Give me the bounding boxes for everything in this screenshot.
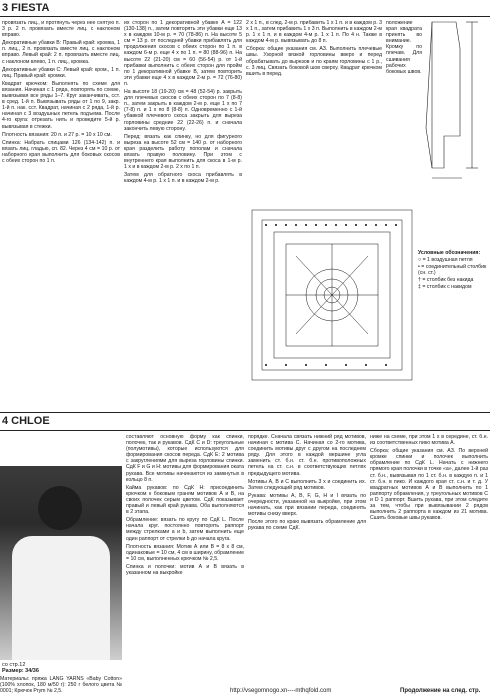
legend-text: ○ = 1 воздушная петля (418, 257, 473, 263)
section-divider-middle (0, 412, 490, 413)
paragraph: Перед: вязать как спинку, но для фигурного выреза на высоте 52 см = 140 р. от наборного края разделить работу пополам и сначала вязать правую половину. При этом с внутреннего края выполнить для скоса в 1-м р. 1 x и в каждом 2-м р. 2 x по 1 п. (124, 133, 242, 171)
paragraph: провязать лиц., и протянуть через нее снятую п. 3 р. 2 п. провязать вместе лиц. с наклоном вправо. (2, 20, 120, 39)
fiesta-text-column-2 (124, 20, 242, 410)
section-divider-lower (0, 430, 490, 431)
crochet-square-chart (246, 200, 416, 400)
paragraph: Сборка: общие указания см. АЗ. По верхней кромке спинки и полочек выполнить обрамление по СдК L. Начать с нижнего прямого края полочки в точке «а», далее 1-й раз ст. б.н., вывязывая по 1 ст. б.н. в каждую п. и 1 ст. б.н. в пико. И каждого края ст. с.н. и т. д. У квадратных мотивов А и В выполнить по 1 раппорту обрамления, у треугольных мотивов С и D 1 раппорт. Вшить рукава, при этом следите за тем, чтобы при вывязывании 2 рядов выполнить 2 раппорта в каждом из 21 мотива. Сшить боковые швы рукавов. (370, 448, 488, 522)
paragraph: Обрамление: вязать по кругу по СдК L. После начала круг. постоянно повторять раппорт между стрелками а и b, затем выполнить еще один раппорт от стрелки b до начала круга. (126, 517, 244, 542)
fiesta-text-column-3 (246, 20, 382, 200)
paragraph: Декоративные убавки С: Левый край: кром., 1 п. лиц. Правый край: кромки. (2, 66, 120, 79)
paragraph: Рукава: мотивы А, В, F, G, H и I вязать по очередности, указанной на выкройке, при этом начинать, как при вязании переда, соединять мотивы снизу вверх. (248, 492, 366, 518)
legend-text: ‡ = столбик с накидом (418, 284, 472, 290)
paragraph: После этого по краю вывязать обрамление для рукава по схеме СдК. (248, 519, 366, 532)
paragraph: 2 x 1 п., в след. 2-м р. прибавить 1 x 1 п. и в каждом р. 3 x 1 п., затем прибавить 1 x 3 п. Выполнить в каждом 2-м р. 1 x 1 п. и в каждом 4-м р. 1 x 1 п. По 4 н. Также в каждом 4-м р. вывязывать до 8 п. (246, 20, 382, 45)
section-divider-top (0, 16, 490, 17)
chloe-text-column-a (0, 676, 122, 700)
paragraph: Кайма рукавов: по СдК Н: присоединить крючком к боковым граням мотивов А и В, на своих полочек серым цветом. СдК показывает правый и левый край рукава. Оба выполняются в 2 этапа. (126, 484, 244, 516)
section-title-chloe: 4 CHLOE (2, 415, 50, 427)
legend-item (418, 257, 488, 263)
caption-size: Размер: 34/36 (2, 668, 39, 675)
paragraph: Материалы: пряжа LANG YARNS «Baby Cotton» (100% хлопок, 180 м/50 г): 250 г белого цвета № 0001; Крючок Prym № 2,5. (0, 676, 122, 695)
section-title-fiesta: 3 FIESTA (2, 2, 50, 14)
chloe-text-column-2 (126, 434, 244, 698)
paragraph: их сторон по 1 декоративной убавке А = 122 (130-138) п., затем повторять эти убавки еще 13 x в каждом 10-м р. = 70 (78-86) п. На высоте 5 см = 13 р. от последней убавки прибавлять для продолжения скосов с обеих сторон по 1 п. в каждом 6-м р. еще 4 x по 1 п. = 80 (88-96) п. На высоте 22 (21-20) см = 60 (56-54) р. от 1-й прибавки выполнить с обеих сторон для пройм по 1 декоративной убавке В, затем повторить эти убавки еще 4 x в каждом 2-м р. = 72 (76-80) п. (124, 20, 242, 87)
legend-item (418, 277, 488, 283)
photo-garment (12, 536, 110, 660)
paragraph: составляют основную форму как спинки, полочек, так и рукавов. СдК С и D: треугольные (полумотивы), которые используются для формирования скосов переда. СдК Е: 2 мотива с закруглениями для выреза горловины спинки. СдК F и G и Н: мотивы для формирования оката рукава. Все мотивы начинаются из замкнутых в кольцо 8 п. (126, 434, 244, 483)
paragraph: Плотность вязания: 20 п. и 27 р. = 10 x 10 см. (2, 131, 112, 138)
paragraph: Декоративные убавки В: Правый край: кромка, 1 п. лиц., 2 п. провязать вместе лиц. с наклоном вправо. Левый край: 2 п. провязать вместе лиц. с наклоном влево, 1 п. лиц., кромка. (2, 40, 120, 65)
legend-title (418, 250, 488, 256)
caption-line: со стр.12 (2, 662, 26, 668)
paragraph: Плотность вязания: Мотив А или В = 8 x 8 см, одинаковые = 10 см, 4 см в ширину, обрамление = 10 см, выполненных крючком № 2,5. (126, 543, 244, 562)
fiesta-side-note (386, 20, 422, 160)
legend-text: † = столбик без накида (418, 277, 474, 283)
paragraph: На высоте 18 (19-20) см = 48 (52-54) р. закрыть для плечевых скосов с обеих сторон по 7 (8-8) п., затем закрыть в каждом 2-м р. еще 1 x по 7 (7-8) п. и 1 x по 8 (8-8) п. Одновременно с 1-й убавкой плечевого скоса закрыть для выреза горловины средние 22 (22-26) п. и сначала закончить левую сторону. (124, 89, 242, 132)
chart-legend (418, 250, 488, 291)
paragraph: Спинка: Набрать спицами 126 (134-142) п. и вязать лиц. гладью, сп. 82. Через 4 см = 10 р. от наборного края выполнить для боковых скосов с обеих сторон по 1 п. (2, 139, 120, 164)
model-photo (0, 466, 122, 660)
paragraph: Спинка и полочки: мотив А и В вязать в указанном на выкройке (126, 563, 244, 576)
garment-schematic (422, 18, 488, 248)
paragraph: Сборка: общие указания см. АЗ. Выполнить плечевые швы. Узорной вязкой горловины вверх и перед обрабатывать до вырезов и по краям горловины с 1 р., с. 3 лиц. Связать боковой шов сверху. Квадрат крючком вшить в перед. (246, 46, 382, 77)
legend-item (418, 284, 488, 290)
legend-text: • = соединительный столбик (сн. ст.) (418, 264, 487, 276)
paragraph: Мотивы А, В и С выполнить 3 x и соединить их. Затем следующий ряд мотивов. (248, 478, 366, 491)
legend-heading: Условные обозначения: (418, 250, 481, 256)
fiesta-text-column-1 (2, 20, 120, 410)
paragraph: ниже на схеме, при этом 1 x в середине, ст. б.н. из соответственных пико мотива А. (370, 434, 488, 447)
chloe-text-column-4 (370, 434, 488, 684)
paragraph: Квадрат крючком: Выполнять по схеме для вязания. Начиная с 1 ряда, повторять по схеме, вывязывая все ряды 1–7. Круг заканчивать, сст. в сред. 1-й п. Вывязывать ряды от 1 по 9, закр. 1-й п. нак. сст. Квадрат, начиная с 2 ряда, 1-й р. начиная с 3 воздушных петель подъема. После 4-го круга: отрезать нить и проведите 5-й р. вывязывая в стежки. (2, 80, 120, 130)
paragraph: Затем для обратного скоса прибавлять в каждом 4-м р. 1 x 1 п. и в каждом 2-м р. (124, 172, 242, 185)
legend-item (418, 264, 488, 276)
continuation-note: Продолжение на след. стр. (400, 688, 481, 694)
photo-caption (2, 662, 122, 675)
paragraph: положение края квадрата принять во внимание. Кромку по плечам. Для сшивания рабочих боковых швов. (386, 20, 422, 75)
photo-figure (38, 486, 82, 530)
paragraph: порядке. Сначала связать нижний ряд мотивов, начиная с мотива С. Начиная со 2-го мотива, соединить мотивы друг с другом на последнем ряду. Для этого в каждой вершине угла заменить ст. б.н. ст. б.н. противоположных петель на ст. с.н. в соответствующих петлях предыдущего мотива. (248, 434, 366, 477)
chloe-text-column-3 (248, 434, 366, 698)
watermark-url: http://vsegomnogo.xn----mthqfold.com (230, 688, 332, 694)
